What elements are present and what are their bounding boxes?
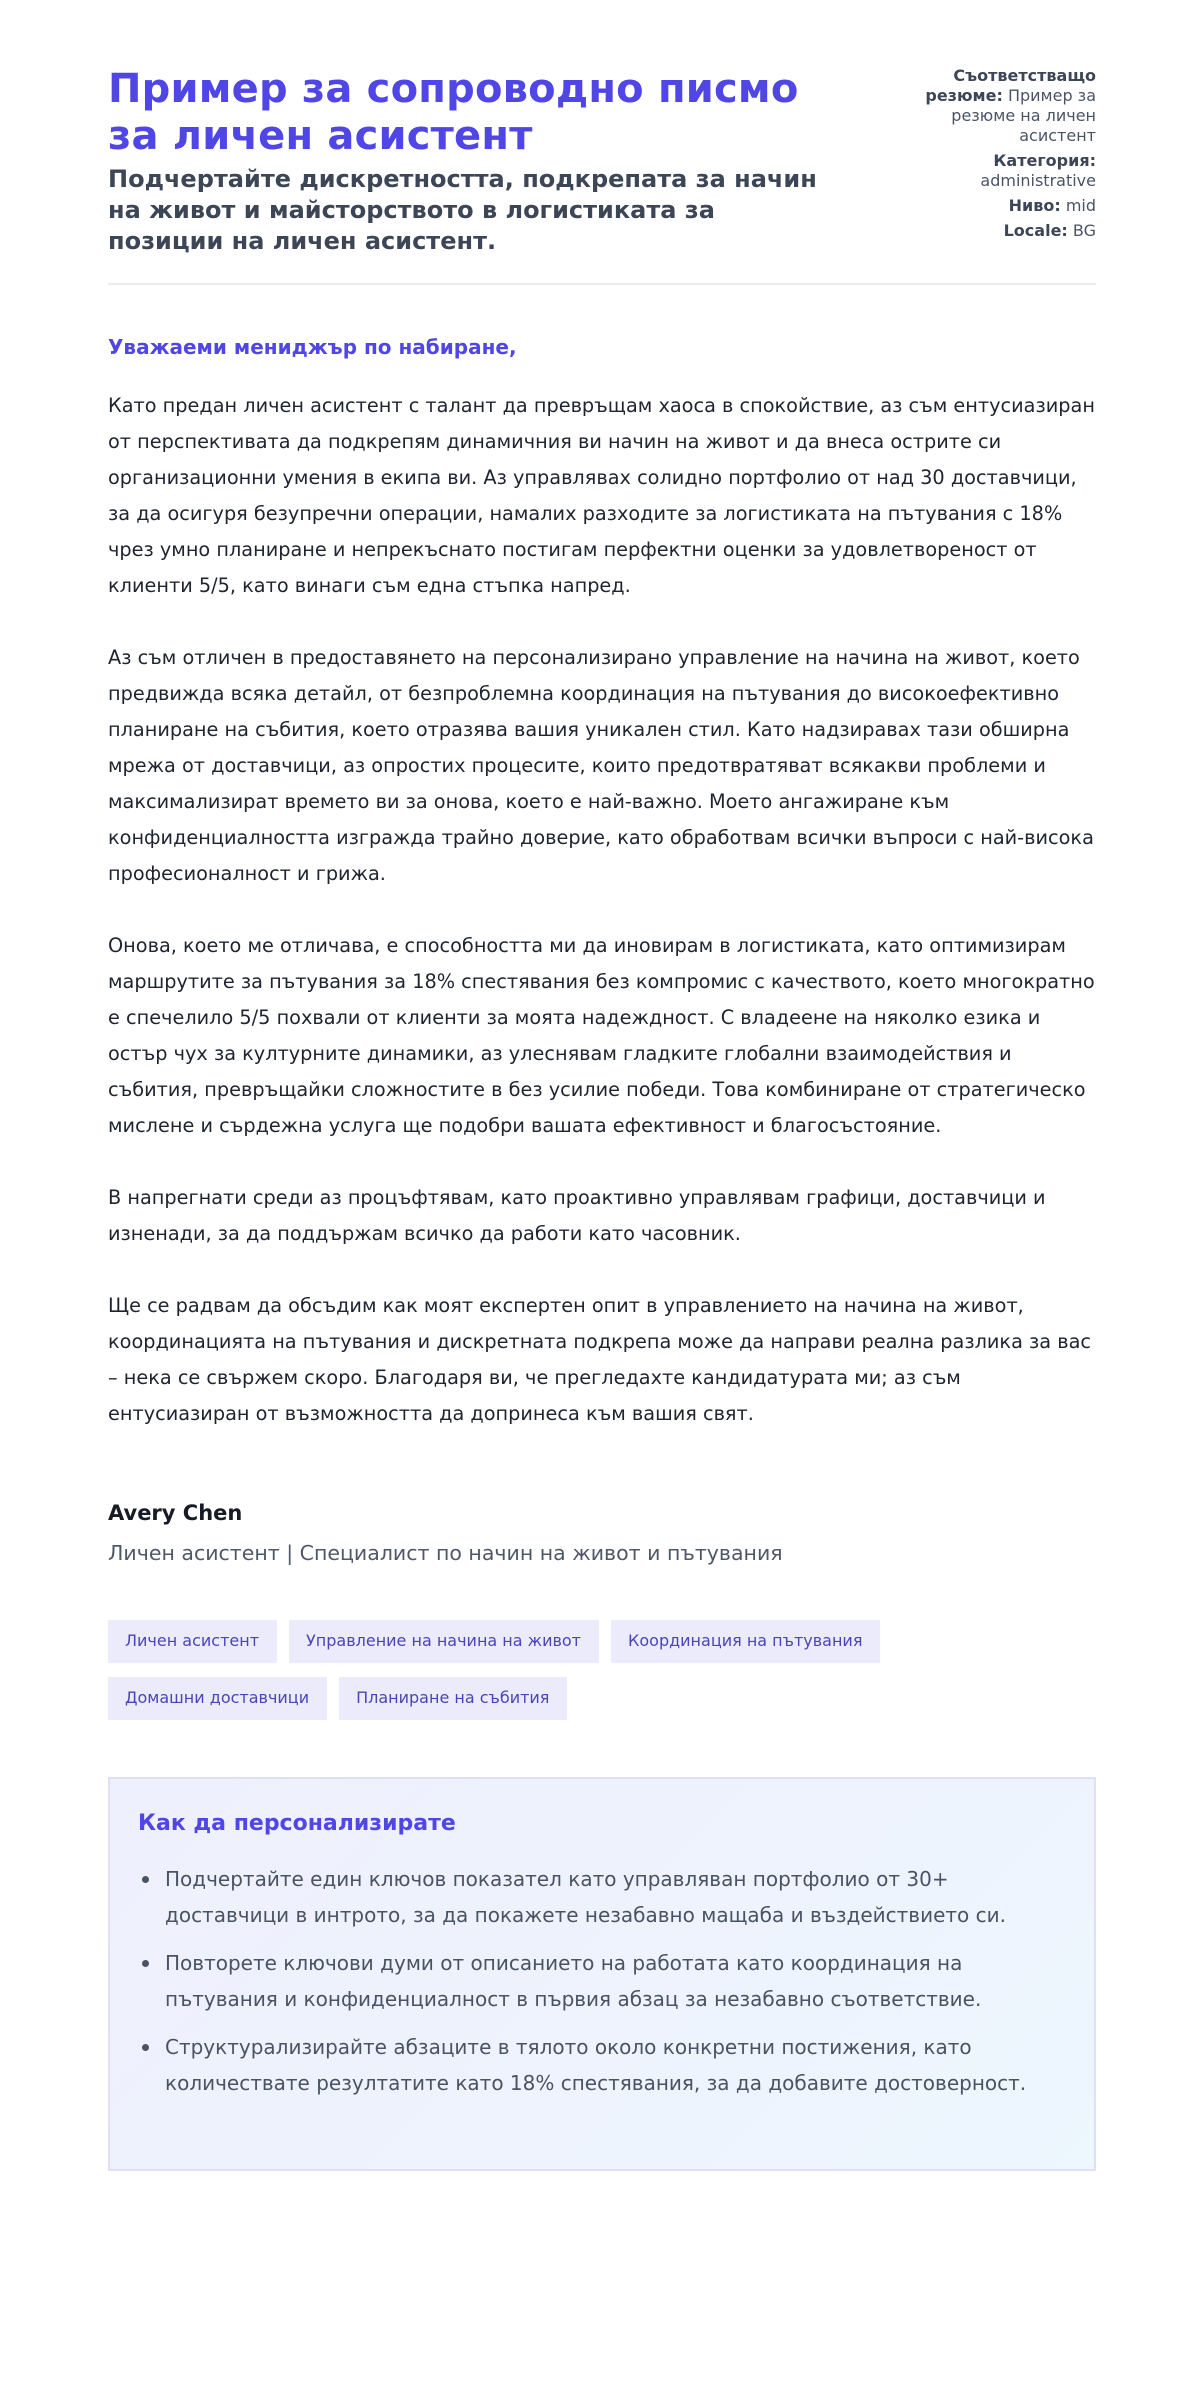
tag-chip[interactable]: Планиране на събития [339, 1677, 567, 1720]
meta-value-resume-link[interactable]: Пример за резюме на личен асистент [951, 86, 1096, 145]
meta-locale [896, 221, 1096, 241]
tip-item [138, 1945, 1066, 2017]
meta-value: BG [1072, 221, 1096, 240]
page-header [108, 0, 1096, 285]
signature-block [108, 1498, 1096, 1568]
tips-list [138, 1861, 1066, 2101]
page-title: Пример за сопроводно писмо за личен асистент [108, 66, 799, 159]
letter-paragraph: В напрегнати среди аз процъфтявам, като проактивно управлявам графици, доставчици и изненади, за да поддържам всичко да работи като часовник. [108, 1186, 1046, 1245]
meta-matching-resume [896, 66, 1096, 146]
tips-title: Как да персонализирате [138, 1811, 456, 1836]
signature-title: Личен асистент | Специалист по начин на живот и пътувания [108, 1541, 783, 1565]
signature-name: Avery Chen [108, 1501, 243, 1525]
bullet-icon [142, 1876, 149, 1883]
meta-value: mid [1065, 196, 1096, 215]
meta-value: administrative [980, 171, 1096, 190]
meta-category [896, 151, 1096, 191]
letter-greeting: Уважаеми мениджър по набиране, [108, 335, 517, 359]
tag-chip[interactable]: Координация на пътувания [611, 1620, 880, 1663]
tip-text: Подчертайте един ключов показател като управляван портфолио от 30+ доставчици в интрото, за да покажете незабавно мащаба и въздействието си. [165, 1867, 1006, 1927]
tag-chip[interactable]: Управление на начина на живот [289, 1620, 599, 1663]
tip-text: Повторете ключови думи от описанието на работата като координация на пътувания и конфиденциалност в първия абзац за незабавно съответствие. [165, 1951, 982, 2011]
letter-paragraph: Ще се радвам да обсъдим как моят експертен опит в управлението на начина на живот, координацията на пътувания и дискретната подкрепа може да направи реална разлика за вас – нека се свържем скоро. Благодаря ви, че прегледахте кандидатурата ми; аз съм ентусиазиран от възможността да допринеса към вашия свят. [108, 1294, 1091, 1425]
tag-chip[interactable]: Домашни доставчици [108, 1677, 327, 1720]
bullet-icon [142, 1960, 149, 1967]
tip-text: Структурализирайте абзаците в тялото около конкретни постижения, като количествате резултатите като 18% спестявания, за да добавите достоверност. [165, 2035, 1027, 2095]
customization-tips-box [108, 1777, 1096, 2171]
letter-paragraph: Аз съм отличен в предоставянето на персонализирано управление на начина на живот, което предвижда всяка детайл, от безпроблемна координация на пътувания до високоефективно планиране на събития, което отразява вашия уникален стил. Като надзиравах тази обширна мрежа от доставчици, аз опростих процесите, които предотвратяват всякакви проблеми и максимализират времето ви за онова, което е най-важно. Моето ангажиране към конфиденциалността изгражда трайно доверие, като обработвам всички въпроси с най-висока професионалност и грижа. [108, 646, 1094, 885]
meta-label: Locale: [1003, 221, 1068, 240]
tag-chip[interactable]: Личен асистент [108, 1620, 277, 1663]
bullet-icon [142, 2044, 149, 2051]
meta-label: Ниво: [1008, 196, 1061, 215]
tip-item [138, 2029, 1066, 2101]
letter-paragraph: Като предан личен асистент с талант да превръщам хаоса в спокойствие, аз съм ентусиазиран от перспективата да подкрепям динамичния ви начин на живот и да внеса острите си организационни умения в екипа ви. Аз управлявах солидно портфолио от над 30 доставчици, за да осигуря безупречни операции, намалих разходите за логистиката на пътувания с 18% чрез умно планиране и непрекъснато постигам перфектни оценки за удовлетвореност от клиенти 5/5, като винаги съм една стъпка напред. [108, 394, 1095, 597]
meta-level [896, 196, 1096, 216]
tag-list [108, 1620, 958, 1720]
tip-item [138, 1861, 1066, 1933]
letter-paragraph: Онова, което ме отличава, е способността ми да иновирам в логистиката, като оптимизирам маршрутите за пътувания за 18% спестявания без компромис с качеството, което многократно е спечелило 5/5 похвали от клиенти за моята надеждност. С владеене на няколко езика и остър чух за културните динамики, аз улеснявам гладките глобални взаимодействия и събития, превръщайки сложностите в без усилие победи. Това комбиниране от стратегическо мислене и сърдежна услуга ще подобри вашата ефективност и благосъстояние. [108, 934, 1095, 1137]
meta-label: Съответстващо резюме: [925, 66, 1096, 105]
meta-info [896, 66, 1096, 246]
page-subtitle: Подчертайте дискретността, подкрепата за начин на живот и майсторството в логистиката за позиции на личен асистент. [108, 165, 817, 255]
header-title-block [108, 66, 828, 257]
letter-body [108, 333, 1096, 1568]
cover-letter-page [108, 0, 1096, 2171]
meta-label: Категория: [993, 151, 1096, 170]
